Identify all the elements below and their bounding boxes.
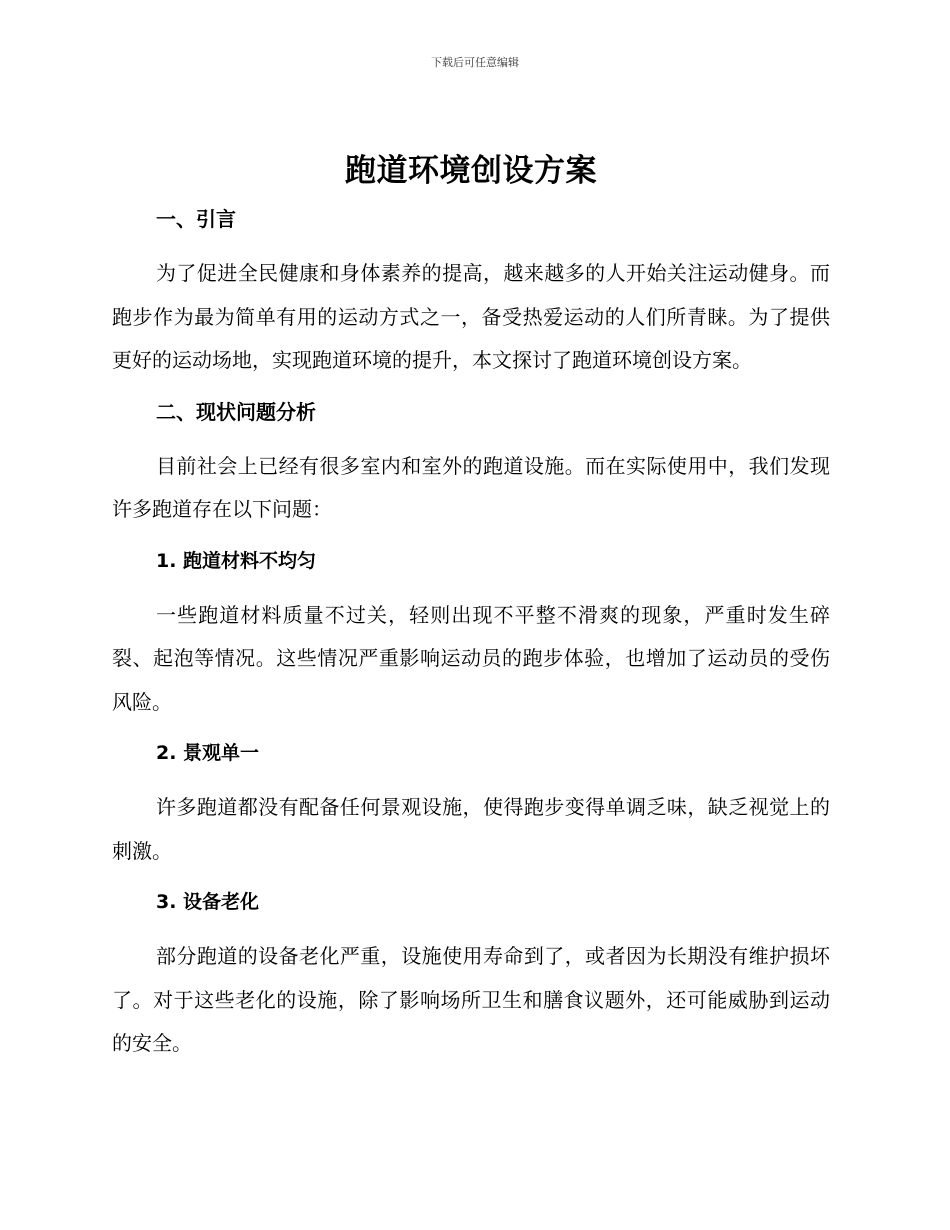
document-title: 跑道环境创设方案: [345, 153, 597, 189]
section-heading-intro: 一、引言: [156, 207, 236, 231]
paragraph-issue-2: 许多跑道都没有配备任何景观设施，使得跑步变得单调乏味，缺乏视觉上的刺激。: [112, 795, 830, 863]
subheading-issue-3: 3. 设备老化: [156, 891, 260, 913]
header-note: 下载后可任意编辑: [431, 56, 519, 69]
paragraph-intro: 为了促进全民健康和身体素养的提高，越来越多的人开始关注运动健身。而跑步作为最为简单有用的运动方式之一，备受热爱运动的人们所青睐。为了提供更好的运动场地，实现跑道环境的提升，本文探讨了跑道环境创设方案。: [112, 261, 830, 372]
document-body: [112, 148, 830, 1080]
paragraph-issue-3: 部分跑道的设备老化严重，设施使用寿命到了，或者因为长期没有维护损坏了。对于这些老化的设施，除了影响场所卫生和膳食议题外，还可能威胁到运动的安全。: [112, 944, 830, 1055]
paragraph-analysis: 目前社会上已经有很多室内和室外的跑道设施。而在实际使用中，我们发现许多跑道存在以下问题：: [112, 453, 830, 521]
subheading-issue-2: 2. 景观单一: [156, 742, 260, 764]
section-heading-analysis: 二、现状问题分析: [156, 399, 316, 424]
subheading-issue-1: 1. 跑道材料不均匀: [156, 549, 317, 572]
paragraph-issue-1: 一些跑道材料质量不过关，轻则出现不平整不滑爽的现象，严重时发生碎裂、起泡等情况。这些情况严重影响运动员的跑步体验，也增加了运动员的受伤风险。: [112, 602, 830, 714]
